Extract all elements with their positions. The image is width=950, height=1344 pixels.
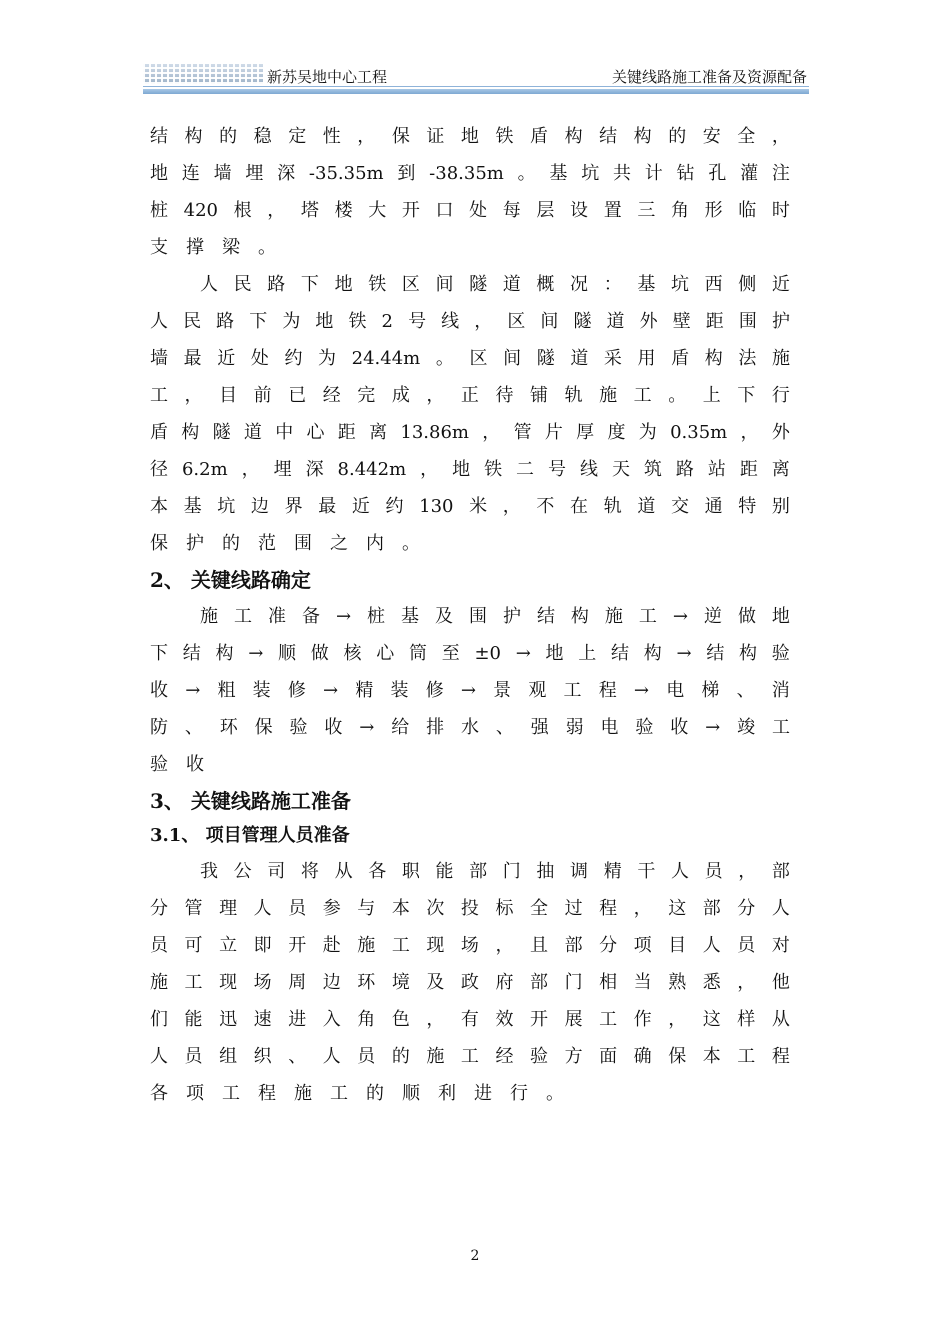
body-text-line: 墙 最 近 处 约 为 24.44m 。 区 间 隧 道 采 用 盾 构 法 施: [150, 348, 790, 369]
section-3-heading: 3、 关键线路施工准备: [150, 789, 351, 813]
section-3-text-line: 人 员 组 织 、 人 员 的 施 工 经 验 方 面 确 保 本 工 程: [150, 1046, 790, 1067]
body-text-line: 本 基 坑 边 界 最 近 约 130 米 ， 不 在 轨 道 交 通 特 别: [150, 496, 790, 517]
section-3-1-heading: 3.1、 项目管理人员准备: [150, 825, 350, 846]
section-3-text-line: 各 项 工 程 施 工 的 顺 利 进 行 。: [150, 1083, 564, 1104]
section-2-text-line: 防 、 环 保 验 收 → 给 排 水 、 强 弱 电 验 收 → 竣 工: [150, 717, 790, 738]
body-text-line: 盾 构 隧 道 中 心 距 离 13.86m ， 管 片 厚 度 为 0.35m ， 外: [150, 422, 790, 443]
body-text-line: 支 撑 梁 。: [150, 237, 276, 258]
body-text-line: 径 6.2m ， 埋 深 8.442m ， 地 铁 二 号 线 天 筑 路 站 距 离: [150, 459, 790, 480]
body-text-line: 结 构 的 稳 定 性 ， 保 证 地 铁 盾 构 结 构 的 安 全 ，: [150, 126, 790, 147]
page-header: [143, 62, 809, 94]
section-3-text-line: 分 管 理 人 员 参 与 本 次 投 标 全 过 程 ， 这 部 分 人: [150, 898, 790, 919]
section-2-text-line: 收 → 粗 装 修 → 精 装 修 → 景 观 工 程 → 电 梯 、 消: [150, 680, 790, 701]
header-project-title: 新苏吴地中心工程: [267, 68, 388, 86]
body-text-line: 保 护 的 范 围 之 内 。: [150, 533, 420, 554]
page-number: 2: [470, 1248, 480, 1264]
section-3-1-body: [150, 853, 790, 1112]
section-2-text-line: 验 收: [150, 754, 204, 775]
section-2-heading: 2、 关键线路确定: [150, 568, 311, 592]
paragraph-block-1: [150, 118, 790, 562]
company-logo: [143, 64, 263, 84]
header-rule-thin: [143, 86, 809, 87]
section-3-text-line: 我 公 司 将 从 各 职 能 部 门 抽 调 精 干 人 员 ， 部: [200, 861, 790, 882]
section-2-text-line: 施 工 准 备 → 桩 基 及 围 护 结 构 施 工 → 逆 做 地: [200, 606, 790, 627]
header-rule-thick: [143, 89, 809, 94]
body-text-line: 人 民 路 下 地 铁 区 间 隧 道 概 况 ： 基 坑 西 侧 近: [200, 274, 790, 295]
document-body: [150, 118, 790, 1112]
body-text-line: 人 民 路 下 为 地 铁 2 号 线 ， 区 间 隧 道 外 壁 距 围 护: [150, 311, 790, 332]
section-2-text-line: 下 结 构 → 顺 做 核 心 筒 至 ±0 → 地 上 结 构 → 结 构 验: [150, 643, 790, 664]
section-3-text-line: 们 能 迅 速 进 入 角 色 ， 有 效 开 展 工 作 ， 这 样 从: [150, 1009, 790, 1030]
body-text-line: 桩 420 根 ， 塔 楼 大 开 口 处 每 层 设 置 三 角 形 临 时: [150, 200, 790, 221]
section-3-text-line: 施 工 现 场 周 边 环 境 及 政 府 部 门 相 当 熟 悉 ， 他: [150, 972, 790, 993]
section-3-text-line: 员 可 立 即 开 赴 施 工 现 场 ， 且 部 分 项 目 人 员 对: [150, 935, 790, 956]
body-text-line: 工 ， 目 前 已 经 完 成 ， 正 待 铺 轨 施 工 。 上 下 行: [150, 385, 790, 406]
section-2-body: [150, 598, 790, 783]
body-text-line: 地 连 墙 埋 深 -35.35m 到 -38.35m 。 基 坑 共 计 钻 孔 灌 注: [150, 163, 790, 184]
header-section-title: 关键线路施工准备及资源配备: [611, 68, 807, 86]
